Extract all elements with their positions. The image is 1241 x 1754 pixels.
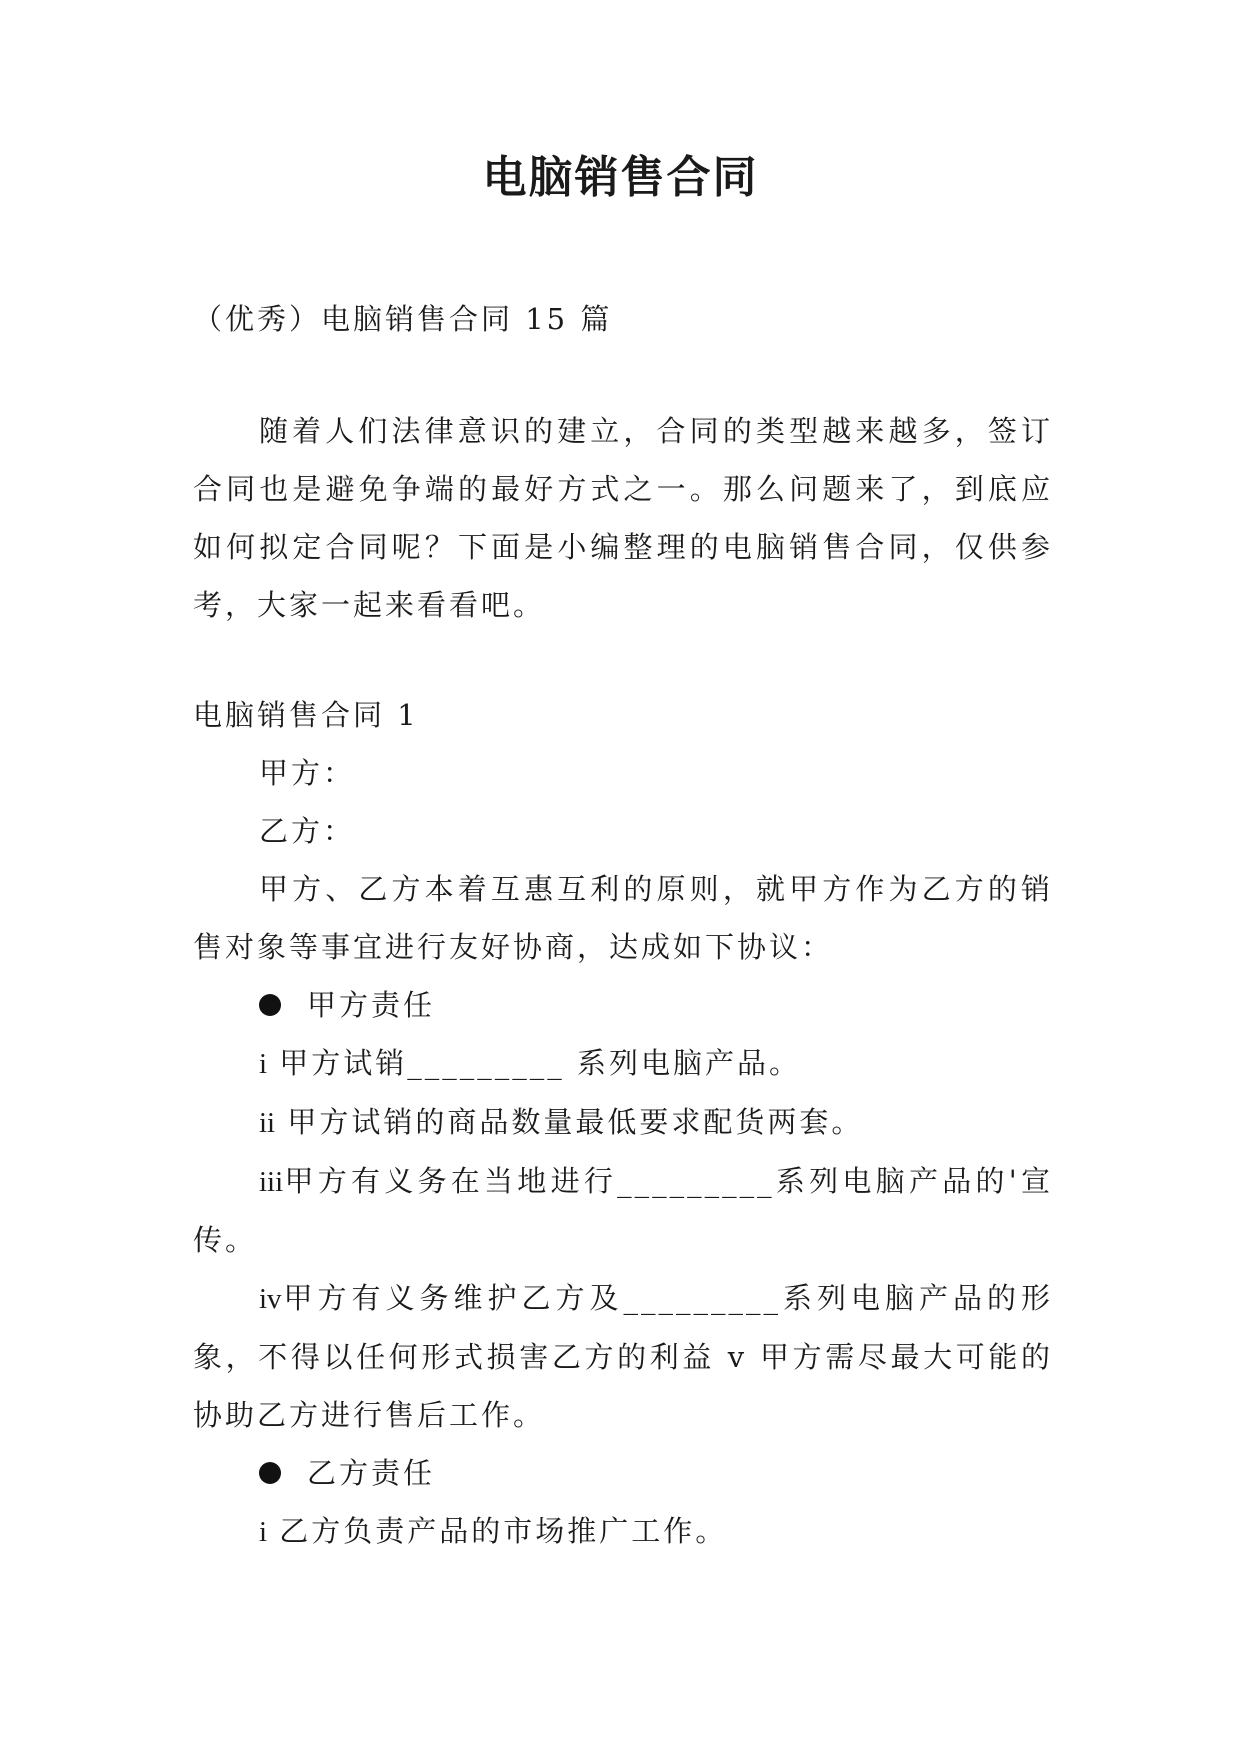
bullet-icon [259,1462,281,1484]
clause-text: 甲方试销的商品数量最低要求配货两套。 [287,1105,864,1139]
party-b-duties-heading [193,1444,1053,1502]
clause-number: iii [259,1166,284,1198]
clause-item [193,1269,1053,1444]
intro-paragraph: 随着人们法律意识的建立，合同的类型越来越多，签订合同也是避免争端的最好方式之一。那么问题来了，到底应如何拟定合同呢？下面是小编整理的电脑销售合同，仅供参考，大家一起来看看吧。 [193,414,1053,622]
clause-item [193,1093,1053,1152]
document-body [193,290,1053,1561]
heading-text: 甲方责任 [307,988,436,1022]
clause-text: 甲方有义务维护乙方及_________系列电脑产品的形象，不得以任何形式损害乙方的利益 v 甲方需尽最大可能的协助乙方进行售后工作。 [193,1281,1053,1432]
clause-text: 乙方负责产品的市场推广工作。 [279,1514,728,1548]
party-a-duties-heading [193,976,1053,1034]
preamble-paragraph: 甲方、乙方本着互惠互利的原则，就甲方作为乙方的销售对象等事宜进行友好协商，达成如下协议： [193,872,1053,964]
clause-number: iv [259,1283,282,1315]
party-b-line: 乙方： [259,814,356,848]
section-title: 电脑销售合同 1 [193,698,419,732]
clause-number: i [259,1516,268,1548]
clause-item [193,1034,1053,1093]
clause-text: 甲方有义务在当地进行_________系列电脑产品的'宣传。 [193,1164,1053,1257]
clause-number: ii [259,1107,276,1139]
clause-number: i [259,1048,268,1080]
clause-text: 甲方试销_________ 系列电脑产品。 [279,1046,801,1080]
party-a-line: 甲方： [259,756,356,790]
document-title: 电脑销售合同 [482,152,759,203]
heading-text: 乙方责任 [307,1456,436,1490]
spacer [193,348,1053,402]
spacer [193,634,1053,686]
clause-item [193,1152,1053,1269]
bullet-icon [259,994,281,1016]
document-subtitle: （优秀）电脑销售合同 15 篇 [193,302,613,336]
clause-item [193,1502,1053,1561]
